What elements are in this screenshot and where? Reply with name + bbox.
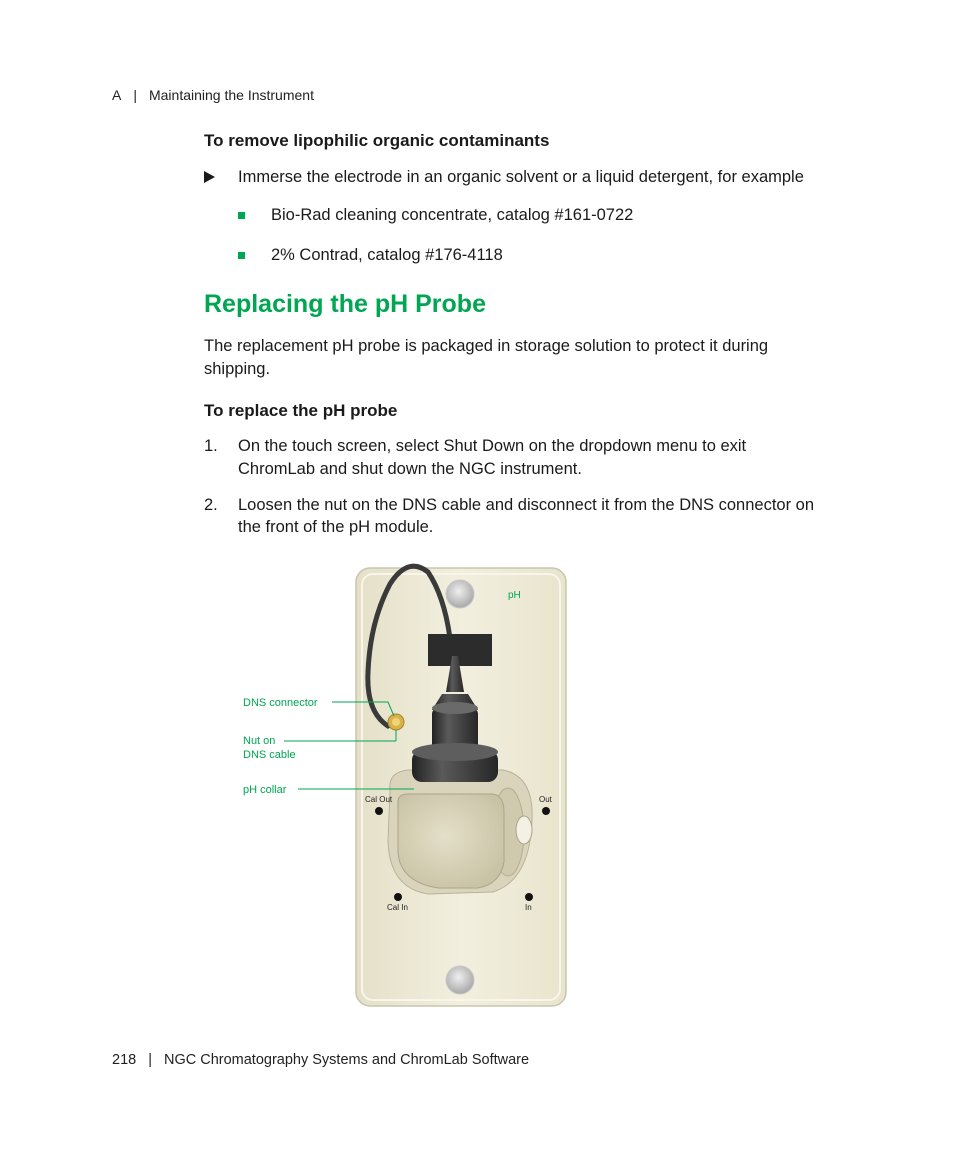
lipophilic-step: Immerse the electrode in an organic solvent or a liquid detergent, for example xyxy=(238,168,804,186)
step-text-line: the front of the pH module. xyxy=(238,518,434,536)
port-out xyxy=(542,807,550,815)
ph-module-figure xyxy=(238,562,578,1012)
callout-nut-line1: Nut on xyxy=(243,735,276,747)
panel-label-out: Out xyxy=(539,795,552,804)
step-number: 1. xyxy=(204,437,218,455)
port-cal-in xyxy=(394,893,402,901)
panel-label-in: In xyxy=(525,903,532,912)
bullet-square-icon xyxy=(238,212,245,219)
callout-dns-connector: DNS connector xyxy=(243,697,318,709)
step-text-line: On the touch screen, select Shut Down on the dropdown menu to exit xyxy=(238,437,747,455)
panel-label-ph: pH xyxy=(508,590,521,601)
port-in xyxy=(525,893,533,901)
intro-line-1: The replacement pH probe is packaged in storage solution to protect it during xyxy=(204,337,769,355)
probe-bracket xyxy=(428,634,492,666)
bullet-item: 2% Contrad, catalog #176-4118 xyxy=(271,246,503,264)
dns-connector xyxy=(388,714,404,730)
bullet-item: Bio-Rad cleaning concentrate, catalog #161-0722 xyxy=(271,206,634,224)
callout-nut-line2: DNS cable xyxy=(243,749,296,761)
footer-divider: | xyxy=(148,1052,152,1068)
bullet-square-icon xyxy=(238,252,245,259)
panel-label-cal-in: Cal In xyxy=(387,903,408,912)
step-arrow-icon xyxy=(204,171,215,183)
intro-line-2: shipping. xyxy=(204,360,271,378)
lipophilic-heading: To remove lipophilic organic contaminants xyxy=(204,131,550,150)
step-text-line: ChromLab and shut down the NGC instrument. xyxy=(238,460,582,478)
running-header xyxy=(112,87,314,103)
mount-hole-top xyxy=(446,580,474,608)
step-text-line: Loosen the nut on the DNS cable and disconnect it from the DNS connector on xyxy=(238,496,815,514)
callout-ph-collar: pH collar xyxy=(243,784,287,796)
page-number: 218 xyxy=(112,1052,137,1068)
port-cal-out xyxy=(375,807,383,815)
ph-collar xyxy=(412,743,498,782)
panel-label-cal-out: Cal Out xyxy=(365,795,393,804)
step-number: 2. xyxy=(204,496,218,514)
running-footer xyxy=(112,1052,529,1068)
footer-title: NGC Chromatography Systems and ChromLab Software xyxy=(163,1052,530,1068)
procedure-heading: To replace the pH probe xyxy=(204,401,398,420)
header-divider: | xyxy=(133,87,137,103)
header-section: A xyxy=(112,87,122,103)
header-title: Maintaining the Instrument xyxy=(148,87,314,103)
section-title: Replacing the pH Probe xyxy=(204,290,486,318)
mount-hole-bottom xyxy=(446,966,474,994)
